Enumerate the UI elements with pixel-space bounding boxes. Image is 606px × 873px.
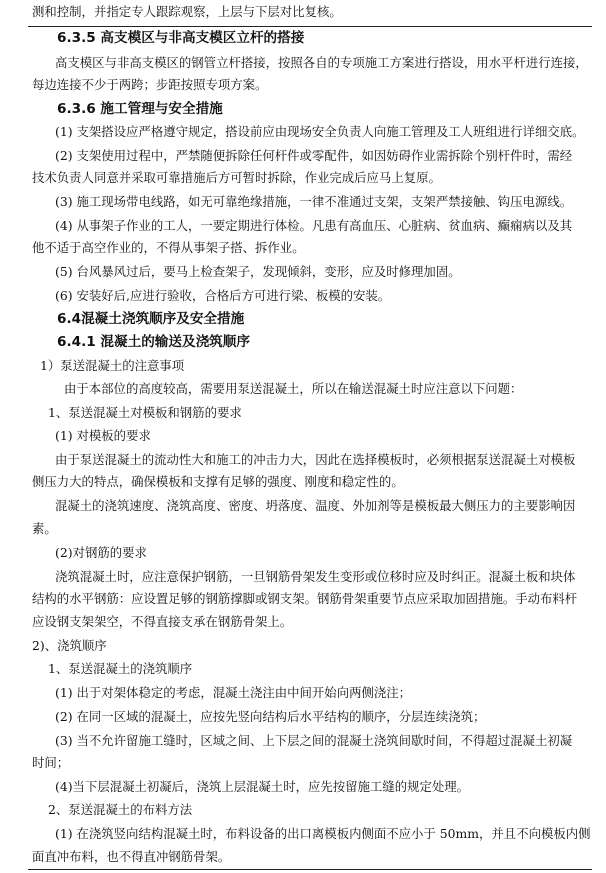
text-line: (4) 从事架子作业的工人，一要定期进行体检。凡患有高血压、心脏病、贫血病、癫痫病以及其 [55,218,573,233]
text-line: 1、泵送混凝土对模板和钢筋的要求 [48,405,242,420]
text-line: 1）泵送混凝土的注意事项 [40,358,185,373]
text-line: 侧压力大的特点，确保模板和支撑有足够的强度、刚度和稳定性的。 [32,474,404,489]
section-heading-6-3-6: 6.3.6 施工管理与安全措施 [57,101,223,117]
text-line: 技术负责人同意并采取可靠措施后方可暂时拆除，作业完成后应马上复原。 [32,170,441,185]
header-rule [28,26,592,27]
text-line: 应设钢支架架空，不得直接支承在钢筋骨架上。 [32,614,293,629]
text-line: (1) 对模板的要求 [55,428,151,443]
text-line: (3) 施工现场带电线路，如无可靠绝缘措施，一律不准通过支架，支架严禁接触、钩压电源线。 [55,194,573,209]
section-heading-6-4: 6.4混凝土浇筑顺序及安全措施 [57,311,245,327]
text-line: (4)当下层混凝土初凝后，浇筑上层混凝土时，应先按留施工缝的规定处理。 [55,779,470,794]
text-line: (2)对钢筋的要求 [55,545,147,560]
text-line: (1) 出于对架体稳定的考虑，混凝土浇注由中间开始向两侧浇注； [55,685,412,700]
text-line: 1、泵送混凝土的浇筑顺序 [48,661,193,676]
text-line: (5) 台风暴风过后，要马上检查架子，发现倾斜，变形，应及时修理加固。 [55,264,461,279]
section-heading-6-4-1: 6.4.1 混凝土的输送及浇筑顺序 [57,334,250,350]
text-line: (1) 支架搭设应严格遵守规定，搭设前应由现场安全负责人向施工管理及工人班组进行详细交底。 [55,124,585,139]
text-line: 高支模区与非高支模区的钢管立杆搭接，按照各自的专项施工方案进行搭设，用水平杆进行连接， [55,55,588,70]
text-line: 2、泵送混凝土的布料方法 [48,802,193,817]
text-line: 素。 [32,521,57,536]
text-line: 混凝土的浇筑速度、浇筑高度、密度、坍落度、温度、外加剂等是模板最大侧压力的主要影响因 [55,498,576,513]
text-line: (2) 支架使用过程中，严禁随便拆除任何杆件或零配件，如因妨碍作业需拆除个别杆件时，需经 [55,148,573,163]
text-line: (2) 在同一区域的混凝土，应按先竖向结构后水平结构的顺序，分层连续浇筑； [55,709,486,724]
text-line: 由于本部位的高度较高，需要用泵送混凝土，所以在输送混凝土时应注意以下问题： [64,381,523,396]
text-line: 他不适于高空作业的，不得从事架子搭、拆作业。 [32,240,305,255]
section-heading-6-3-5: 6.3.5 高支模区与非高支模区立杆的搭接 [57,30,305,46]
text-line: 2)、浇筑顺序 [32,638,107,653]
text-line: 结构的水平钢筋：应设置足够的钢筋撑脚或钢支架。钢筋骨架重要节点应采取加固措施。手动布料杆 [32,591,578,606]
footer-rule [28,869,592,870]
text-line: 每边连接不少于两跨；步距按照专项方案。 [32,77,268,92]
text-line: 浇筑混凝土时，应注意保护钢筋，一旦钢筋骨架发生变形或位移时应及时纠正。混凝土板和块体 [55,569,576,584]
text-line: 时间； [32,755,70,770]
text-line: 面直冲布料，也不得直冲钢筋骨架。 [32,849,231,864]
text-line: 由于泵送混凝土的流动性大和施工的冲击力大，因此在选择模板时，必须根据泵送混凝土对模板 [55,452,576,467]
text-line: (6) 安装好后,应进行验收，合格后方可进行梁、板模的安装。 [55,288,391,303]
text-line: 测和控制，并指定专人跟踪观察，上层与下层对比复核。 [32,4,342,19]
text-line: (1) 在浇筑竖向结构混凝土时，布料设备的出口离模板内侧面不应小于 50mm，并且不向模板内侧 [55,826,591,841]
text-line: (3) 当不允许留施工缝时，区域之间、上下层之间的混凝土浇筑间歇时间，不得超过混凝土初凝 [55,733,573,748]
